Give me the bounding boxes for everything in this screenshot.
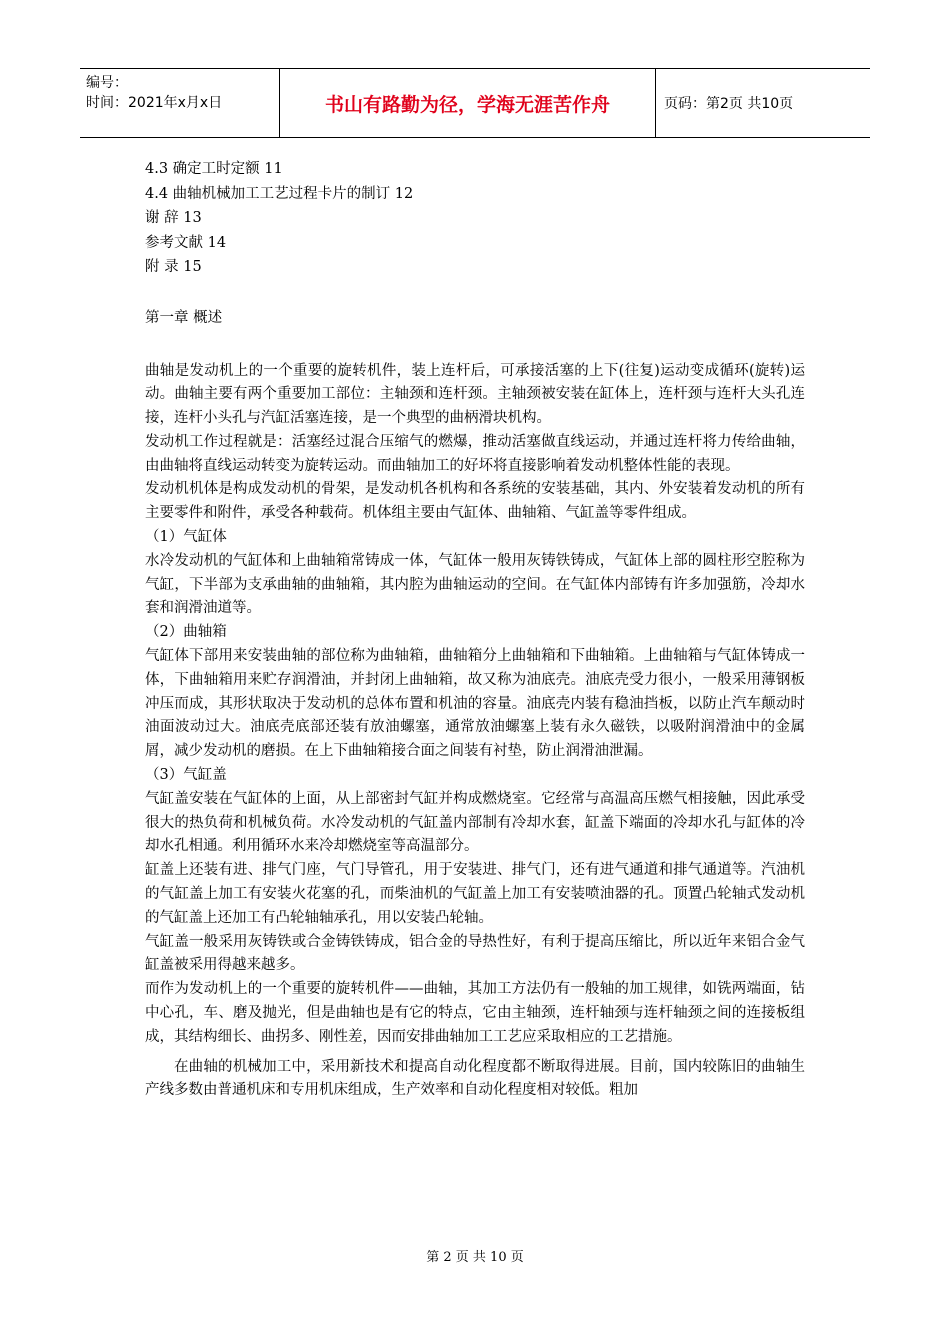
section-heading: （2）曲轴箱 (145, 624, 227, 641)
paragraph: 在曲轴的机械加工中，采用新技术和提高自动化程度都不断取得进展。目前，国内较陈旧的曲轴生产线多数由普通机床和专用机床组成，生产效率和自动化程度相对较低。粗加 (145, 1058, 805, 1099)
doc-number-label: 编号： (86, 75, 128, 91)
doc-date-label: 时间：2021年x月x日 (86, 95, 223, 111)
page-footer: 第 2 页 共 10 页 (426, 1250, 524, 1265)
paragraph: 曲轴是发动机上的一个重要的旋转机件，装上连杆后，可承接活塞的上下(往复)运动变成循环(旋转)运动。曲轴主要有两个重要加工部位：主轴颈和连杆颈。主轴颈被安装在缸体上，连杆颈与连杆大头孔连接，连杆小头孔与汽缸活塞连接，是一个典型的曲柄滑块机构。 (145, 362, 805, 427)
header-meta (80, 69, 280, 137)
paragraph: 水冷发动机的气缸体和上曲轴箱常铸成一体，气缸体一般用灰铸铁铸成，气缸体上部的圆柱形空腔称为气缸，下半部为支承曲轴的曲轴箱，其内腔为曲轴运动的空间。在气缸体内部铸有许多加强筋，冷却水套和润滑油道等。 (145, 552, 805, 617)
paragraph: 气缸盖安装在气缸体的上面，从上部密封气缸并构成燃烧室。它经常与高温高压燃气相接触，因此承受很大的热负荷和机械负荷。水冷发动机的气缸盖内部制有冷却水套，缸盖下端面的冷却水孔与缸体的冷却水孔相通。利用循环水来冷却燃烧室等高温部分。 (145, 790, 805, 855)
toc-entry: 谢 辞 13 (145, 210, 202, 226)
document-body (145, 157, 805, 1103)
paragraph: 发动机工作过程就是：活塞经过混合压缩气的燃爆，推动活塞做直线运动，并通过连杆将力传给曲轴，由曲轴将直线运动转变为旋转运动。而曲轴加工的好坏将直接影响着发动机整体性能的表现。 (145, 433, 805, 474)
paragraph: 气缸体下部用来安装曲轴的部位称为曲轴箱，曲轴箱分上曲轴箱和下曲轴箱。上曲轴箱与气缸体铸成一体，下曲轴箱用来贮存润滑油，并封闭上曲轴箱，故又称为油底壳。油底壳受力很小，一般采用薄钢板冲压而成，其形状取决于发动机的总体布置和机油的容量。油底壳内装有稳油挡板，以防止汽车颠动时油面波动过大。油底壳底部还装有放油螺塞，通常放油螺塞上装有永久磁铁，以吸附润滑油中的金属屑，减少发动机的磨损。在上下曲轴箱接合面之间装有衬垫，防止润滑油泄漏。 (145, 648, 805, 760)
header-motto: 书山有路勤为径，学海无涯苦作舟 (280, 69, 656, 137)
toc-entry: 4.4 曲轴机械加工工艺过程卡片的制订 12 (145, 185, 414, 202)
paragraph: 而作为发动机上的一个重要的旋转机件——曲轴，其加工方法仍有一般轴的加工规律，如铣两端面，钻中心孔，车、磨及抛光，但是曲轴也是有它的特点，它由主轴颈，连杆轴颈与连杆轴颈之间的连接板组成，其结构细长、曲拐多、刚性差，因而安排曲轴加工工艺应采取相应的工艺措施。 (145, 981, 805, 1045)
section-heading: （3）气缸盖 (145, 767, 227, 784)
toc-entry: 附 录 15 (145, 259, 202, 275)
header-page-info: 页码：第2页 共10页 (664, 96, 794, 112)
chapter-text (145, 360, 805, 1104)
chapter-title: 第一章 概述 (145, 309, 223, 326)
toc-entry: 4.3 确定工时定额 11 (145, 161, 283, 177)
table-of-contents (145, 157, 805, 280)
paragraph: 缸盖上还装有进、排气门座，气门导管孔，用于安装进、排气门，还有进气通道和排气通道等。汽油机的气缸盖上加工有安装火花塞的孔，而柴油机的气缸盖上加工有安装喷油器的孔。顶置凸轮轴式发动机的气缸盖上还加工有凸轮轴轴承孔，用以安装凸轮轴。 (145, 862, 805, 926)
toc-entry: 参考文献 14 (145, 234, 227, 251)
paragraph: 气缸盖一般采用灰铸铁或合金铸铁铸成，铝合金的导热性好，有利于提高压缩比，所以近年来铝合金气缸盖被采用得越来越多。 (145, 933, 805, 974)
page-header (80, 68, 870, 138)
paragraph: 发动机机体是构成发动机的骨架，是发动机各机构和各系统的安装基础，其内、外安装着发动机的所有主要零件和附件，承受各种载荷。机体组主要由气缸体、曲轴箱、气缸盖等零件组成。 (145, 481, 805, 522)
section-heading: （1）气缸体 (145, 529, 227, 546)
